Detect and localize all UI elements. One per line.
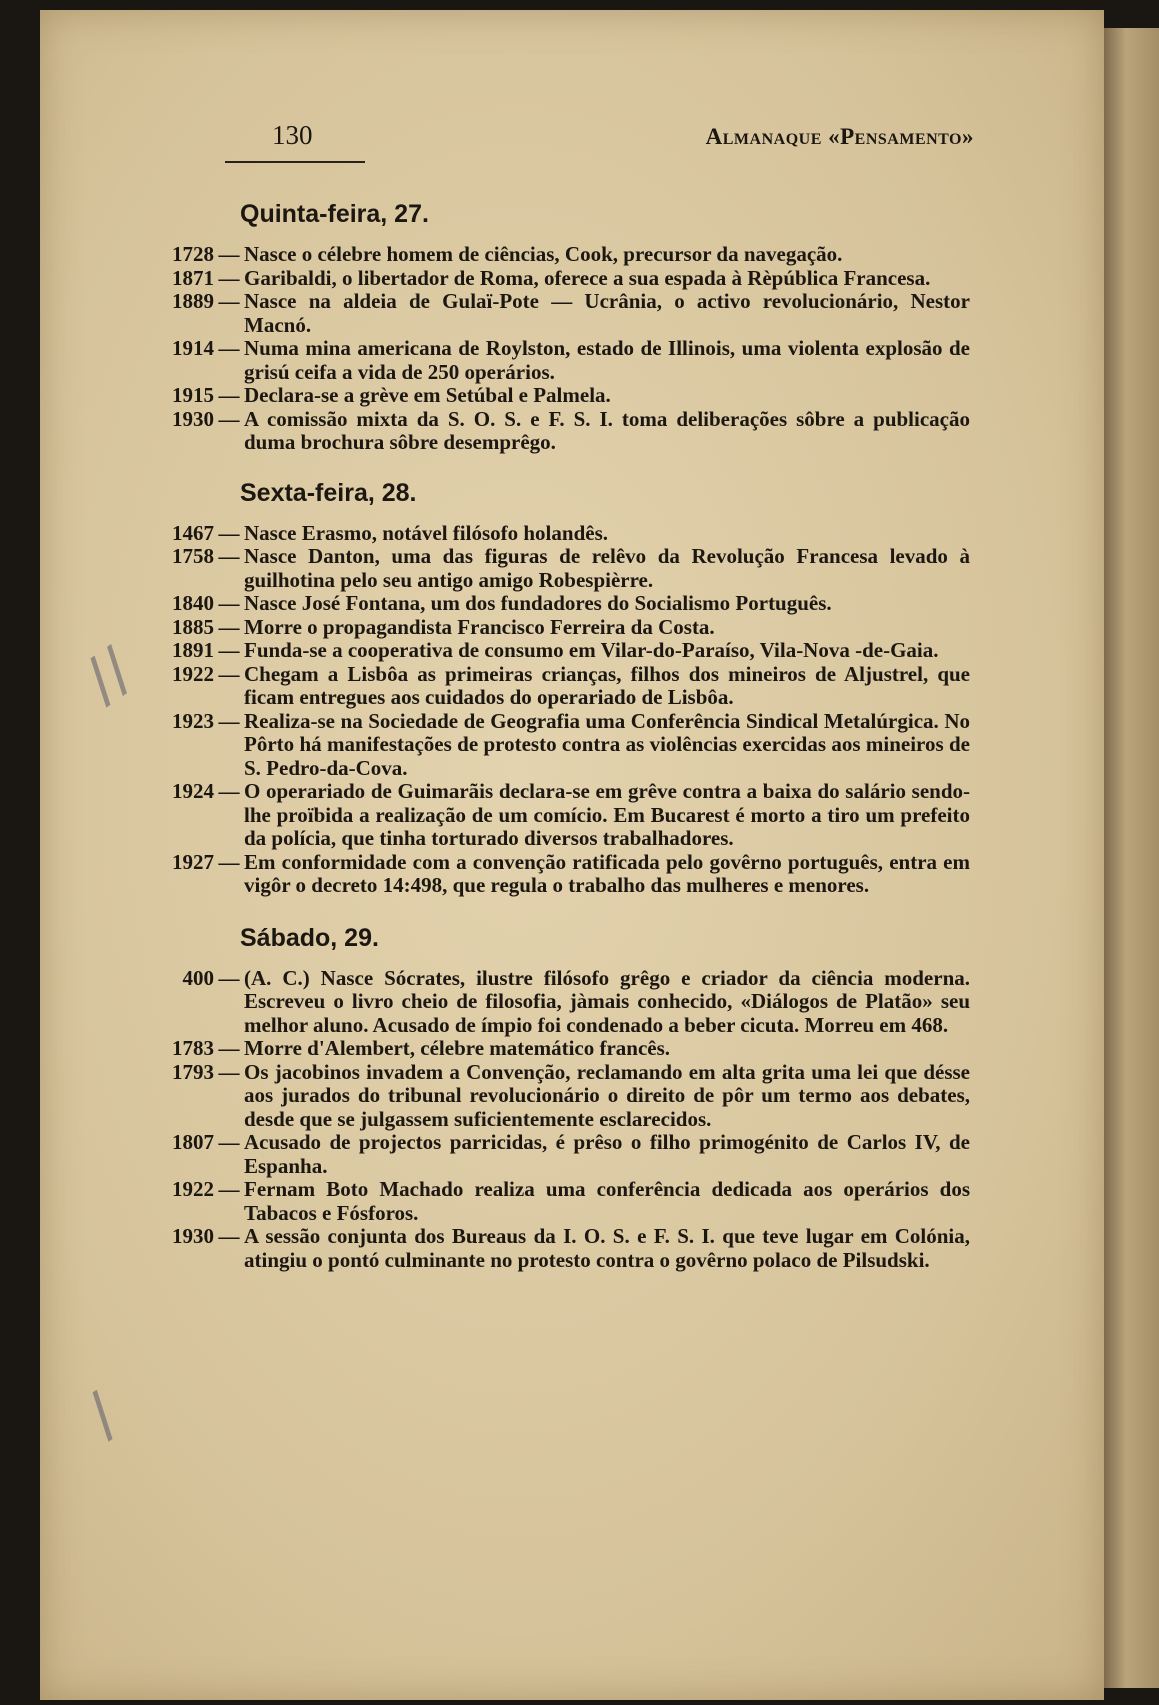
entry-dash: — [218,383,240,407]
calendar-entry [170,1061,970,1132]
adjacent-page-edge [1104,28,1159,1688]
calendar-entry [170,663,970,710]
entry-text: Chegam a Lisbôa as primeiras crianças, filhos dos mineiros de Aljustrel, que ficam entregues aos cuidados do operariado de Lisbôa. [244,661,970,709]
entry-dash: — [218,406,240,431]
entry-dash: — [218,1130,240,1154]
entry-text: Numa mina americana de Roylston, estado de Illinois, uma violenta explosão de grisú ceifa a vida de 250 operários. [244,336,970,384]
entry-text: Em conformidade com a convenção ratificada pelo govêrno português, entra em vigôr o decreto 14:498, que regula o trabalho das mulheres e menores. [244,849,970,897]
entry-dash: — [218,849,240,874]
calendar-entry [170,639,970,663]
calendar-entry [170,616,970,640]
entry-year: 1758 [172,544,214,568]
calendar-entry [170,408,970,455]
entry-text: A sessão conjunta dos Bureaus da I. O. S. e F. S. I. que teve lugar em Colónia, atingiu o pontó culminante no protesto contra o govêrno polaco de Pilsudski. [244,1224,970,1272]
entry-year: 400 [182,965,214,990]
entry-dash: — [218,544,240,568]
entry-text: Morre d'Alembert, célebre matemático francês. [244,1036,671,1060]
entry-text: A comissão mixta da S. O. S. e F. S. I. toma deliberações sôbre a publicação duma brochura sôbre desemprêgo. [244,406,970,454]
entry-text: Nasce o célebre homem de ciências, Cook, precursor da navegação. [244,242,843,266]
entry-year: 1930 [172,1224,214,1248]
entry-dash: — [218,638,240,662]
entry-year: 1930 [172,406,214,431]
entry-year: 1783 [172,1036,214,1060]
entry-year: 1889 [172,289,214,313]
calendar-content [170,200,970,1300]
day-heading: Sábado, 29. [240,923,379,952]
entry-dash: — [218,1177,240,1201]
entry-year: 1840 [172,591,214,615]
day-section [170,924,970,1273]
entry-text: (A. C.) Nasce Sócrates, ilustre filósofo grêgo e criador da ciência moderna. Escreveu o livro cheio de filosofia, jàmais conhecido, «Diálogos de Platão» seu melhor aluno. Acusado de ímpio foi condenado a beber cicuta. Morreu em 468. [244,965,970,1037]
entry-dash: — [218,1059,240,1084]
entry-text: Morre o propagandista Francisco Ferreira da Costa. [244,614,715,639]
entry-year: 1922 [172,1177,214,1201]
pencil-mark-icon: // [71,634,145,716]
running-head: Almanaque «Pensamento» [705,124,974,149]
entry-text: Nasce na aldeia de Gulaï-Pote — Ucrânia, o activo revolucionário, Nestor Macnó. [244,289,970,337]
calendar-entry [170,1131,970,1178]
calendar-entry [170,290,970,337]
entry-year: 1793 [172,1059,214,1084]
entry-year: 1891 [172,638,214,662]
entry-year: 1871 [172,265,214,290]
entry-dash: — [218,591,240,615]
header-rule [225,161,365,163]
entry-text: Garibaldi, o libertador de Roma, oferece a sua espada à Rèpública Francesa. [244,265,931,290]
calendar-entry [170,243,970,267]
calendar-entry [170,522,970,546]
calendar-entry [170,545,970,592]
entry-text: Declara-se a grève em Setúbal e Palmela. [244,383,611,407]
entry-dash: — [218,661,240,686]
entry-text: Acusado de projectos parricidas, é prêso o filho primogénito de Carlos IV, de Espanha. [244,1130,970,1178]
calendar-entry [170,267,970,291]
calendar-entry [170,851,970,898]
entry-year: 1915 [172,383,214,407]
calendar-entry [170,780,970,851]
entry-year: 1728 [172,242,214,266]
entry-dash: — [218,520,240,545]
entry-text: Nasce José Fontana, um dos fundadores do Socialismo Português. [244,591,832,615]
pencil-mark-icon: / [73,1380,131,1450]
entry-text: Realiza-se na Sociedade de Geografia uma Conferência Sindical Metalúrgica. No Pôrto há manifestações de protesto contra as violências exercidas aos mineiros de S. Pedro-da-Cova. [244,708,970,780]
calendar-entry [170,1037,970,1061]
entry-year: 1927 [172,849,214,874]
entry-year: 1885 [172,614,214,639]
entry-text: Fernam Boto Machado realiza uma conferência dedicada aos operários dos Tabacos e Fósforos. [244,1177,970,1225]
day-section [170,479,970,898]
entry-year: 1922 [172,661,214,686]
day-heading: Quinta-feira, 27. [240,200,429,228]
calendar-entry [170,337,970,384]
calendar-entry [170,592,970,616]
entry-year: 1467 [172,520,214,545]
entry-dash: — [218,289,240,313]
calendar-entry [170,1178,970,1225]
entry-year: 1924 [172,779,214,803]
calendar-entry [170,1225,970,1272]
calendar-entry [170,384,970,408]
day-section [170,200,970,455]
entry-text: O operariado de Guimarãis declara-se em grêve contra a baixa do salário sendo-lhe proïbida a realização de um comício. Em Bucarest é morto a tiro um prefeito da polícia, que tinha torturado diversos trabalhadores. [244,779,970,850]
entry-dash: — [218,614,240,639]
entry-dash: — [218,1224,240,1248]
calendar-entry [170,967,970,1038]
page-number: 130 [272,120,313,150]
entry-text: Funda-se a cooperativa de consumo em Vilar-do-Paraíso, Vila-Nova -de-Gaia. [244,638,939,662]
page-header [222,118,974,158]
entry-dash: — [218,1036,240,1060]
entry-text: Nasce Erasmo, notável filósofo holandês. [244,520,608,545]
day-heading: Sexta-feira, 28. [240,478,417,507]
entry-dash: — [218,336,240,360]
entry-dash: — [218,265,240,290]
entry-text: Nasce Danton, uma das figuras de relêvo da Revolução Francesa levado à guilhotina pelo seu antigo amigo Robespièrre. [244,544,970,592]
entry-year: 1807 [172,1130,214,1154]
entry-dash: — [218,708,240,733]
entry-dash: — [218,779,240,803]
calendar-entry [170,710,970,781]
entry-dash: — [218,965,240,990]
entry-text: Os jacobinos invadem a Convenção, reclamando em alta grita uma lei que désse aos jurados do tribunal revolucionário o direito de pôr um termo aos debates, desde que se julgassem suficientemente esclarecidos. [244,1059,970,1131]
entry-year: 1914 [172,336,214,360]
entry-year: 1923 [172,708,214,733]
entry-dash: — [218,242,240,266]
